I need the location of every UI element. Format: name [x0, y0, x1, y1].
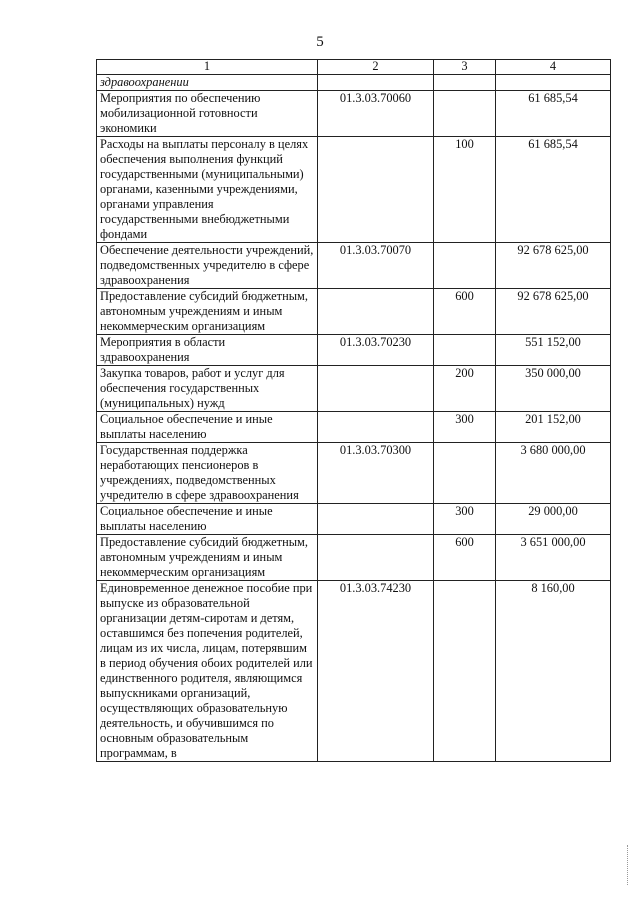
- row-group-cell: 300: [434, 504, 496, 535]
- row-amount-cell: 3 651 000,00: [496, 535, 611, 581]
- row-group-cell: [434, 91, 496, 137]
- table-row: [97, 443, 611, 504]
- row-amount-cell: 350 000,00: [496, 366, 611, 412]
- table-row: [97, 366, 611, 412]
- row-amount-cell: 3 680 000,00: [496, 443, 611, 504]
- table-row: [97, 335, 611, 366]
- table-header-row: [97, 60, 611, 75]
- row-name-cell: Социальное обеспечение и иные выплаты населению: [97, 504, 318, 535]
- header-col-4: 4: [496, 60, 611, 75]
- row-group-cell: 100: [434, 137, 496, 243]
- budget-table: [96, 59, 611, 762]
- header-col-2: 2: [318, 60, 434, 75]
- row-amount-cell: 92 678 625,00: [496, 243, 611, 289]
- row-code-cell: [318, 504, 434, 535]
- row-group-cell: 600: [434, 535, 496, 581]
- row-code-cell: 01.3.03.70070: [318, 243, 434, 289]
- row-name-cell: Обеспечение деятельности учреждений, подведомственных учредителю в сфере здравоохранения: [97, 243, 318, 289]
- table-row: [97, 581, 611, 762]
- row-group-cell: [434, 335, 496, 366]
- row-group-cell: 300: [434, 412, 496, 443]
- row-name-cell: Мероприятия в области здравоохранения: [97, 335, 318, 366]
- row-amount-cell: 29 000,00: [496, 504, 611, 535]
- row-name-cell: Закупка товаров, работ и услуг для обеспечения государственных (муниципальных) нужд: [97, 366, 318, 412]
- row-code-cell: [318, 366, 434, 412]
- table-row: [97, 535, 611, 581]
- row-name-cell: Единовременное денежное пособие при выпуске из образовательной организации детям-сиротам и детям, оставшимся без попечения родителей, лицам из их числа, лицам, потерявшим в период обучения обоих родителей или единственного родителя, являющимся выпускниками организаций, осуществляющих образовательную деятельность, и обучившимся по основным образовательным программам, в: [97, 581, 318, 762]
- table-row: [97, 137, 611, 243]
- row-group-cell: [434, 75, 496, 91]
- row-amount-cell: 201 152,00: [496, 412, 611, 443]
- row-amount-cell: [496, 75, 611, 91]
- row-code-cell: [318, 289, 434, 335]
- table-row: [97, 504, 611, 535]
- row-amount-cell: 551 152,00: [496, 335, 611, 366]
- row-name-cell: Мероприятия по обеспечению мобилизационной готовности экономики: [97, 91, 318, 137]
- table-row: [97, 91, 611, 137]
- row-name-cell: Расходы на выплаты персоналу в целях обеспечения выполнения функций государственными (муниципальными) органами, казенными учреждениями, органами управления государственными внебюджетными фондами: [97, 137, 318, 243]
- row-name-cell: Социальное обеспечение и иные выплаты населению: [97, 412, 318, 443]
- row-amount-cell: 61 685,54: [496, 91, 611, 137]
- row-group-cell: [434, 443, 496, 504]
- row-group-cell: 200: [434, 366, 496, 412]
- row-name-cell: Государственная поддержка неработающих пенсионеров в учреждениях, подведомственных учредителю в сфере здравоохранения: [97, 443, 318, 504]
- row-code-cell: 01.3.03.70060: [318, 91, 434, 137]
- table-row: [97, 243, 611, 289]
- row-code-cell: 01.3.03.70300: [318, 443, 434, 504]
- row-group-cell: 600: [434, 289, 496, 335]
- table-row: [97, 289, 611, 335]
- row-code-cell: [318, 412, 434, 443]
- row-amount-cell: 92 678 625,00: [496, 289, 611, 335]
- row-code-cell: 01.3.03.74230: [318, 581, 434, 762]
- row-code-cell: [318, 137, 434, 243]
- row-name-cell: Предоставление субсидий бюджетным, автономным учреждениям и иным некоммерческим организациям: [97, 535, 318, 581]
- row-group-cell: [434, 243, 496, 289]
- page-number: 5: [316, 34, 324, 50]
- table-row: [97, 412, 611, 443]
- table-row: [97, 75, 611, 91]
- row-name-cell: Предоставление субсидий бюджетным, автономным учреждениям и иным некоммерческим организациям: [97, 289, 318, 335]
- row-code-cell: 01.3.03.70230: [318, 335, 434, 366]
- header-col-1: 1: [97, 60, 318, 75]
- row-amount-cell: 61 685,54: [496, 137, 611, 243]
- row-amount-cell: 8 160,00: [496, 581, 611, 762]
- row-code-cell: [318, 535, 434, 581]
- header-col-3: 3: [434, 60, 496, 75]
- margin-marks: [627, 845, 630, 885]
- row-group-cell: [434, 581, 496, 762]
- row-code-cell: [318, 75, 434, 91]
- row-name-cell: здравоохранении: [97, 75, 318, 91]
